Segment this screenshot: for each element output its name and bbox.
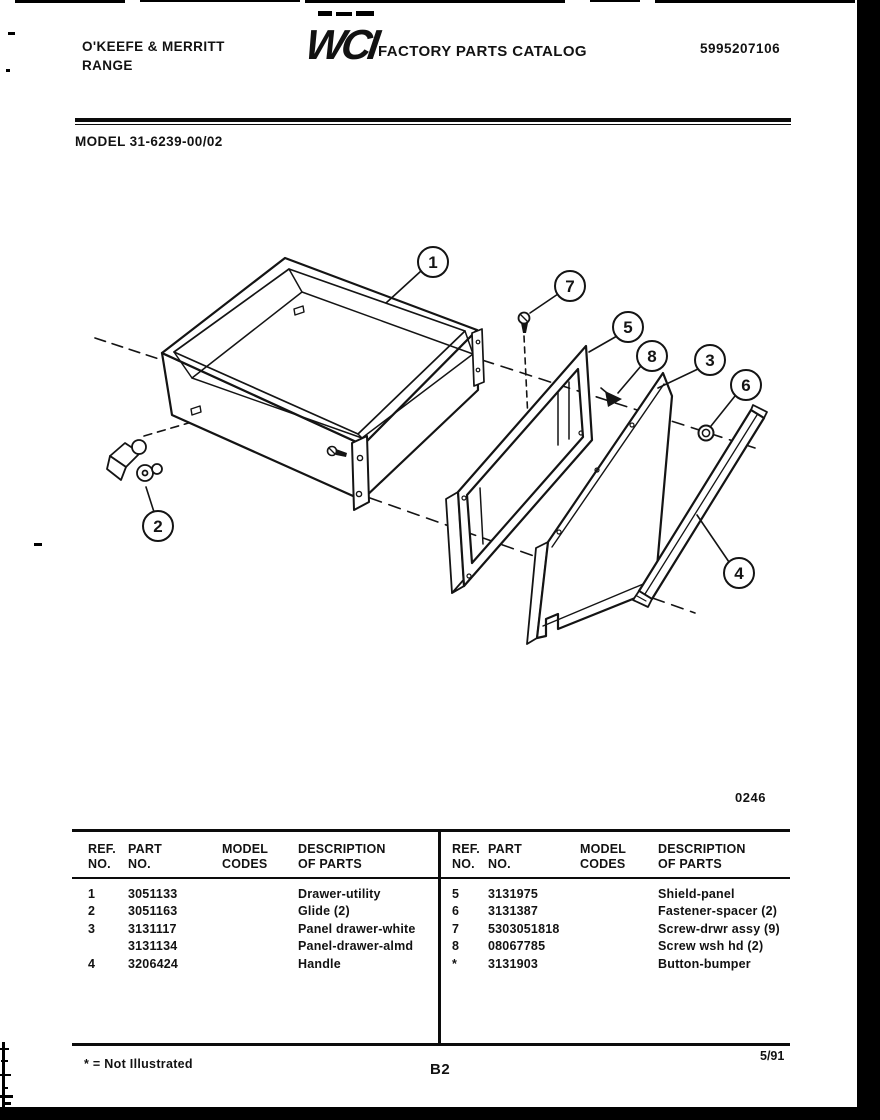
scan-artifact xyxy=(590,0,640,2)
callout-7: 7 xyxy=(565,277,575,296)
scan-artifact xyxy=(2,1102,11,1105)
callout-6: 6 xyxy=(741,376,751,395)
scan-artifact xyxy=(0,1048,9,1050)
scan-artifact xyxy=(0,1074,11,1076)
col-header-ref: REF. NO. xyxy=(452,842,480,871)
not-illustrated-note: * = Not Illustrated xyxy=(84,1057,193,1071)
callout-3: 3 xyxy=(705,351,715,370)
table-row: 2 3051163 Glide (2) 6 3131387 Fastener-spacer (2) xyxy=(88,904,778,918)
brand-name xyxy=(82,37,225,75)
scan-artifact xyxy=(1,1060,8,1062)
exploded-parts-diagram xyxy=(80,230,780,680)
scan-artifact xyxy=(356,11,374,16)
scan-artifact xyxy=(8,32,15,35)
col-header-part: PART NO. xyxy=(488,842,522,871)
callout-4: 4 xyxy=(734,564,744,583)
table-row: 3131134 Panel-drawer-almd 8 08067785 Screw wsh hd (2) xyxy=(128,939,764,953)
scan-artifact xyxy=(655,0,855,3)
col-header-ref: REF. NO. xyxy=(88,842,116,871)
page-code: 0246 xyxy=(735,790,766,805)
table-bottom-rule xyxy=(72,1043,790,1046)
page-number: B2 xyxy=(430,1061,451,1078)
col-header-desc: DESCRIPTION OF PARTS xyxy=(658,842,746,871)
scan-artifact xyxy=(336,12,352,16)
part-7-screw xyxy=(519,313,530,334)
callout-1: 1 xyxy=(428,253,438,272)
wci-logo: WCI xyxy=(302,21,380,68)
parts-table xyxy=(72,829,790,1046)
scan-artifact xyxy=(2,1087,8,1089)
scan-artifact xyxy=(6,69,10,72)
scan-artifact xyxy=(857,0,880,1120)
part-2-glide xyxy=(107,440,162,481)
callout-2: 2 xyxy=(153,517,163,536)
col-header-model: MODEL CODES xyxy=(580,842,627,871)
part-1-drawer-utility xyxy=(162,258,484,510)
table-row: 4 3206424 Handle * 3131903 Button-bumper xyxy=(88,957,751,971)
scan-artifact xyxy=(140,0,300,2)
scan-artifact xyxy=(0,1095,13,1098)
publication-number: 5995207106 xyxy=(700,41,781,56)
part-6-screw-washer xyxy=(699,426,714,441)
col-header-model: MODEL CODES xyxy=(222,842,269,871)
scan-artifact xyxy=(318,11,332,16)
table-row: 1 3051133 Drawer-utility 5 3131975 Shield-panel xyxy=(88,887,735,901)
brand-line2: RANGE xyxy=(82,58,133,73)
col-header-part: PART NO. xyxy=(128,842,162,871)
table-header-rule xyxy=(72,877,790,879)
callout-5: 5 xyxy=(623,318,633,337)
scan-artifact xyxy=(0,1107,880,1120)
header-rule-thin xyxy=(75,124,791,125)
brand-line1: O'KEEFE & MERRITT xyxy=(82,39,225,54)
catalog-title: FACTORY PARTS CATALOG xyxy=(378,43,587,60)
table-row: 3 3131117 Panel drawer-white 7 5303051818 Screw-drwr assy (9) xyxy=(88,922,780,936)
model-number: MODEL 31-6239-00/02 xyxy=(75,134,223,149)
header-rule xyxy=(75,118,791,122)
scan-artifact xyxy=(15,0,125,3)
col-header-desc: DESCRIPTION OF PARTS xyxy=(298,842,386,871)
scan-artifact xyxy=(34,543,42,546)
scan-artifact xyxy=(305,0,565,3)
callout-8: 8 xyxy=(647,347,657,366)
revision-date: 5/91 xyxy=(760,1049,785,1063)
